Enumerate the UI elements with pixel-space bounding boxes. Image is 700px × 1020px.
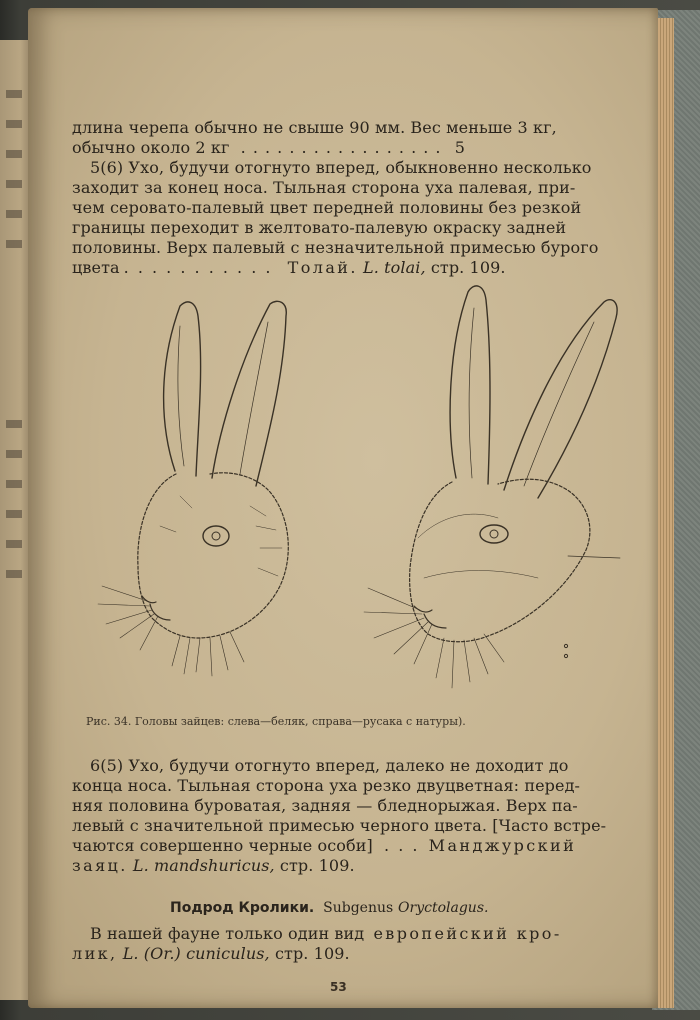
text-line: границы переходит в желтовато-палевую окраску задней (72, 218, 567, 237)
prev-page-mark (6, 210, 22, 218)
text-line (72, 836, 576, 856)
hare-head-drawing-left (80, 286, 320, 706)
page-reference: стр. 109. (274, 944, 350, 963)
page-number: 53 (330, 980, 347, 994)
prev-page-mark (6, 150, 22, 158)
text-line: заходит за конец носа. Тыльная сторона уха палевая, при- (72, 178, 576, 197)
leader-dots: . . . (384, 836, 420, 855)
text-line: конца носа. Тыльная сторона уха резко двуцветная: перед- (72, 776, 581, 795)
prev-page-mark (6, 120, 22, 128)
leader-dots: . . . . . . . . . . . . . . . . . (240, 138, 442, 157)
latin-name: L. mandshuricus, (132, 856, 275, 875)
book-page (28, 8, 658, 1008)
prev-page-mark (6, 570, 22, 578)
text-segment: чаются совершенно черные особи] (72, 836, 373, 855)
text-line: левый с значительной примесью черного цвета. [Часто встре- (72, 816, 607, 835)
prev-page-mark (6, 180, 22, 188)
text-line (72, 856, 355, 876)
text-line (72, 138, 465, 158)
hare-head-drawing-right (328, 278, 628, 698)
prev-page-mark (6, 90, 22, 98)
text-line (72, 258, 506, 278)
subgenus-heading (170, 900, 488, 916)
page-edges (658, 18, 674, 1008)
figure-caption: Рис. 34. Головы зайцев: слева—беляк, справа—русака с натуры). (86, 715, 466, 728)
prev-page-mark (6, 420, 22, 428)
text-line: 5(6) Ухо, будучи отогнуто вперед, обыкновенно несколько (90, 158, 592, 177)
key-reference: 5 (454, 138, 465, 157)
text-line: чем серовато-палевый цвет передней половины без резкой (72, 198, 582, 217)
text-line (90, 924, 562, 944)
species-name: заяц. (72, 856, 128, 875)
text-segment: цвета (72, 258, 120, 277)
text-line: няя половина буроватая, задняя — бледнорыжая. Верх па- (72, 796, 578, 815)
leader-dots: . . . . . . . . . . . (123, 258, 273, 277)
latin-name: L. (Or.) cuniculus, (122, 944, 270, 963)
text-segment: В нашей фауне только один вид (90, 924, 365, 943)
subgenus-la-name: Oryctolagus. (398, 900, 489, 916)
subgenus-la-prefix: Subgenus (323, 900, 394, 916)
latin-name: L. tolai, (363, 258, 426, 277)
prev-page-mark (6, 480, 22, 488)
species-name: Толай. (287, 258, 358, 277)
text-line: длина черепа обычно не свыше 90 мм. Вес меньше 3 кг, (72, 118, 557, 137)
prev-page-mark (6, 540, 22, 548)
text-line: 6(5) Ухо, будучи отогнуто вперед, далеко не доходит до (90, 756, 569, 775)
text-line (72, 944, 350, 964)
text-line: половины. Верх палевый с незначительной примесью бурого (72, 238, 599, 257)
page-reference: стр. 109. (430, 258, 506, 277)
species-name: лик, (72, 944, 118, 963)
prev-page-mark (6, 240, 22, 248)
species-name: европейский кро- (373, 924, 562, 943)
page-reference: стр. 109. (279, 856, 355, 875)
prev-page-mark (6, 450, 22, 458)
subgenus-ru: Подрод Кролики. (170, 900, 315, 916)
text-segment: обычно около 2 кг (72, 138, 230, 157)
species-name: Манджурский (428, 836, 577, 855)
prev-page-mark (6, 510, 22, 518)
